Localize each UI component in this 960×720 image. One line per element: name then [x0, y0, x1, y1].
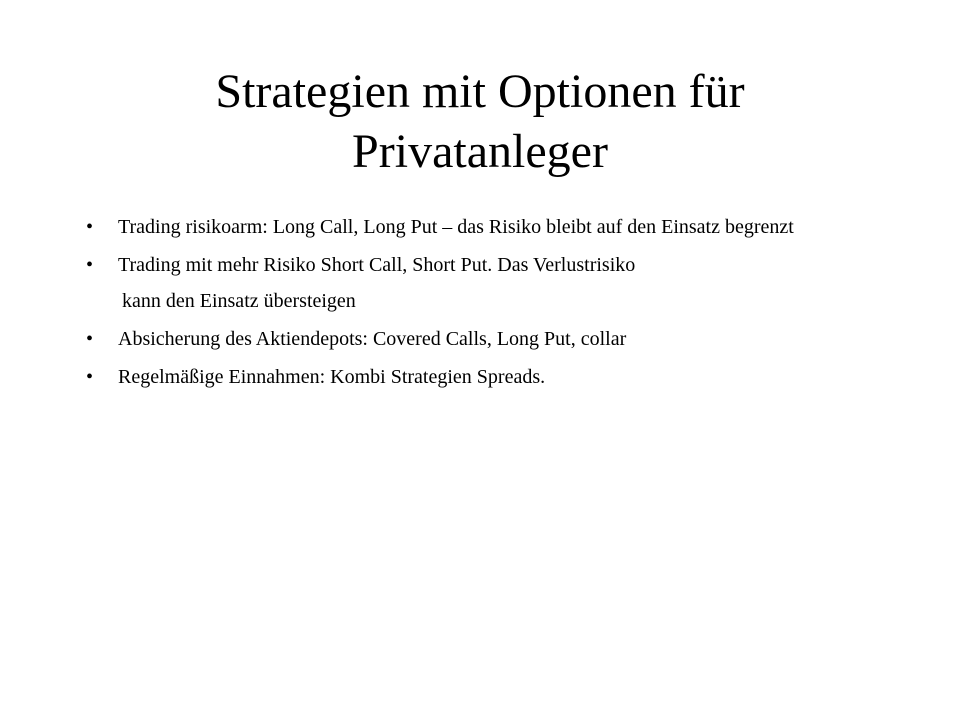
slide-title-line-1: Strategien mit Optionen für: [215, 65, 745, 118]
bullet-list: [84, 214, 844, 402]
bullet-dot-icon: •: [86, 254, 94, 276]
bullet-text: Trading risikoarm: Long Call, Long Put – das Risiko bleibt auf den Einsatz begrenzt: [118, 216, 794, 238]
bullet-text: kann den Einsatz übersteigen: [122, 290, 356, 312]
slide-title-line-2: Privatanleger: [352, 125, 608, 178]
bullet-dot-icon: •: [86, 328, 94, 350]
bullet-dot-icon: •: [86, 216, 94, 238]
bullet-text: Trading mit mehr Risiko Short Call, Short Put. Das Verlustrisiko: [118, 254, 636, 276]
bullet-item: [84, 252, 844, 278]
bullet-text: Absicherung des Aktiendepots: Covered Calls, Long Put, collar: [118, 328, 627, 350]
bullet-item: [84, 326, 844, 352]
bullet-item: [84, 214, 844, 240]
bullet-dot-icon: •: [86, 366, 94, 388]
slide-title: [96, 62, 864, 182]
bullet-text: Regelmäßige Einnahmen: Kombi Strategien Spreads.: [118, 366, 546, 388]
bullet-item: [84, 364, 844, 390]
bullet-continuation: [84, 288, 844, 314]
